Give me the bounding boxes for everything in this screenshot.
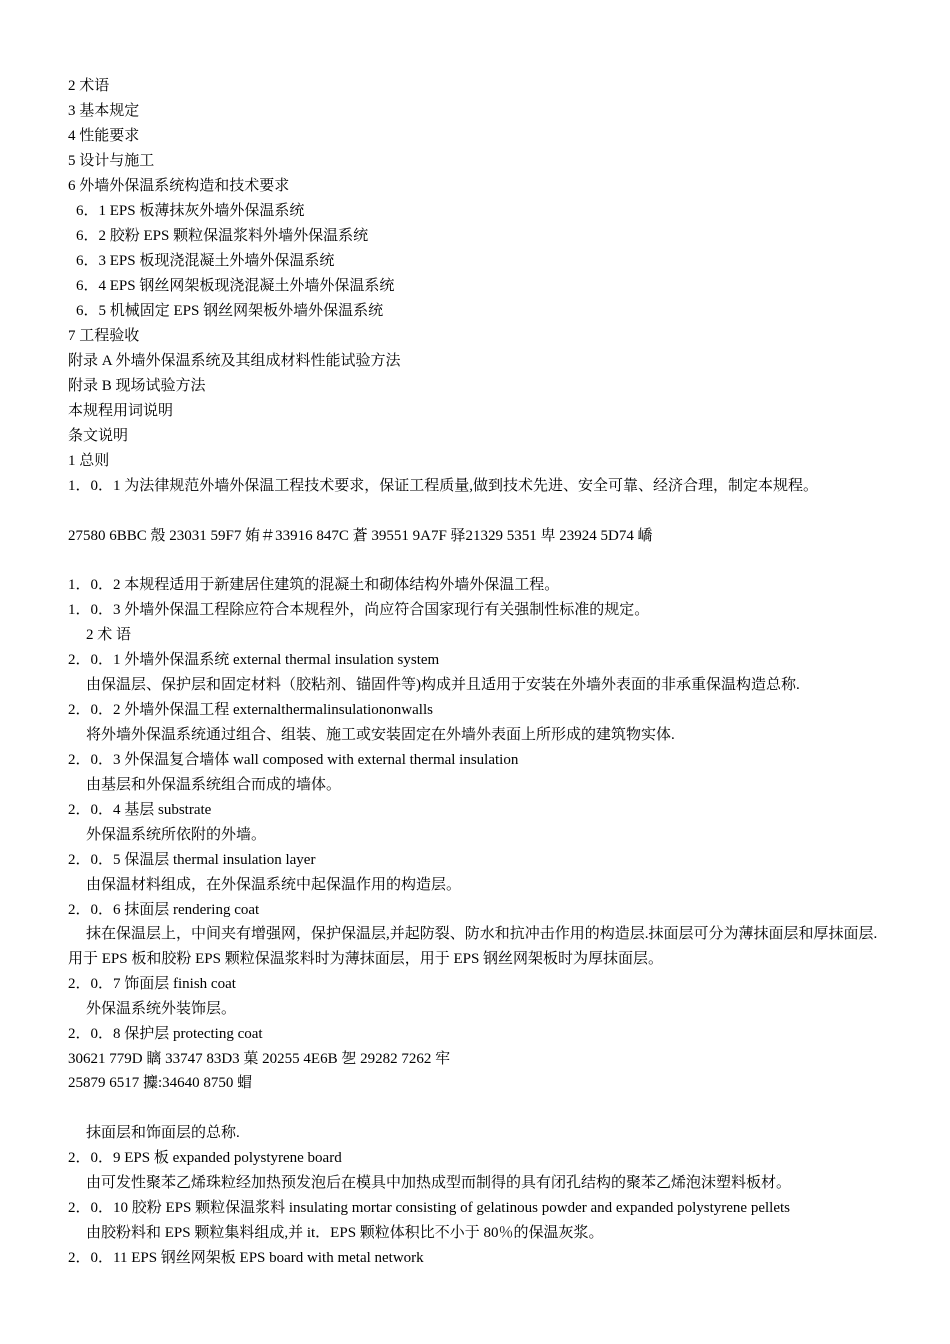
toc-item: 3 基本规定 [68,103,140,119]
term-definition: 外保温系统所依附的外墙。 [86,827,267,843]
term-definition: 由保温层、保护层和固定材料（胶粘剂、锚固件等)构成并且适用于安装在外墙外表面的非承重保温构造总称. [86,677,800,693]
toc-subitem: 6．4 EPS 钢丝网架板现浇混凝土外墙外保温系统 [76,278,395,294]
term-definition: 由基层和外保温系统组合而成的墙体。 [86,777,342,793]
toc-item: 2 术语 [68,78,110,94]
toc-item: 条文说明 [68,428,129,444]
chapter-heading: 1 总则 [68,453,110,469]
clause-paragraph: 1．0．2 本规程适用于新建居住建筑的混凝土和砌体结构外墙外保温工程。 [68,577,560,593]
toc-item: 本规程用词说明 [68,403,174,419]
term-title: 2．0．11 EPS 钢丝网架板 EPS board with metal network [68,1250,424,1266]
term-title: 2．0．9 EPS 板 expanded polystyrene board [68,1150,342,1166]
toc-subitem: 6．3 EPS 板现浇混凝土外墙外保温系统 [76,253,335,269]
term-definition: 将外墙外保温系统通过组合、组装、施工或安装固定在外墙外表面上所形成的建筑物实体. [86,727,675,743]
term-title: 2．0．6 抹面层 rendering coat [68,902,260,918]
code-line: 27580 6BBC 殼 23031 59F7 姷＃33916 847C 蒼 39551 9A7F 驿21329 5351 卑 23924 5D74 嶠 [68,528,653,544]
toc-item: 附录 B 现场试验方法 [68,378,206,394]
toc-item: 附录 A 外墙外保温系统及其组成材料性能试验方法 [68,353,401,369]
toc-item: 5 设计与施工 [68,153,155,169]
toc-subitem: 6．5 机械固定 EPS 钢丝网架板外墙外保温系统 [76,303,384,319]
term-title: 2．0．7 饰面层 finish coat [68,976,236,992]
term-definition: 外保温系统外装饰层。 [86,1001,237,1017]
toc-item: 6 外墙外保温系统构造和技术要求 [68,178,290,194]
term-definition: 抹面层和饰面层的总称. [86,1125,240,1141]
clause-paragraph: 1．0．3 外墙外保温工程除应符合本规程外，尚应符合国家现行有关强制性标准的规定。 [68,602,650,618]
term-definition: 由保温材料组成，在外保温系统中起保温作用的构造层。 [86,877,462,893]
chapter-heading: 2 术 语 [86,627,132,643]
term-title: 2．0．10 胶粉 EPS 颗粒保温浆料 insulating mortar consisting of gelatinous powder and expanded polystyrene pellets [68,1200,790,1216]
toc-subitem: 6．2 胶粉 EPS 颗粒保温浆料外墙外保温系统 [76,228,369,244]
term-title: 2．0．1 外墙外保温系统 external thermal insulation system [68,652,440,668]
term-title: 2．0．2 外墙外保温工程 externalthermalinsulationonwalls [68,702,433,718]
clause-paragraph: 1．0．1 为法律规范外墙外保温工程技术要求，保证工程质量,做到技术先进、安全可靠、经济合理，制定本规程。 [68,478,819,494]
toc-item: 7 工程验收 [68,328,140,344]
term-title: 2．0．8 保护层 protecting coat [68,1026,263,1042]
term-definition: 抹在保温层上，中间夹有增强网，保护保温层,并起防裂、防水和抗冲击作用的构造层.抹面层可分为薄抹面层和厚抹面层.用于 EPS 板和胶粉 EPS 颗粒保温浆料时为薄抹面层，用于 EPS 钢丝网架板时为厚抹面层。 [68,926,878,967]
term-definition: 由胶粉料和 EPS 颗粒集料组成,并 it．EPS 颗粒体积比不小于 80％的保温灰浆。 [86,1225,604,1241]
code-line: 30621 779D 瞝 33747 83D3 菓 20255 4E6B 乫 29282 7262 牢 [68,1051,451,1067]
term-title: 2．0．5 保温层 thermal insulation layer [68,852,316,868]
toc-item: 4 性能要求 [68,128,140,144]
toc-subitem: 6．1 EPS 板薄抹灰外墙外保温系统 [76,203,305,219]
term-title: 2．0．4 基层 substrate [68,802,212,818]
term-title: 2．0．3 外保温复合墙体 wall composed with external thermal insulation [68,752,519,768]
code-line: 25879 6517 攗:34640 8750 蝐 [68,1075,253,1091]
term-definition: 由可发性聚苯乙烯珠粒经加热预发泡后在模具中加热成型而制得的具有闭孔结构的聚苯乙烯泡沫塑料板材。 [86,1175,792,1191]
